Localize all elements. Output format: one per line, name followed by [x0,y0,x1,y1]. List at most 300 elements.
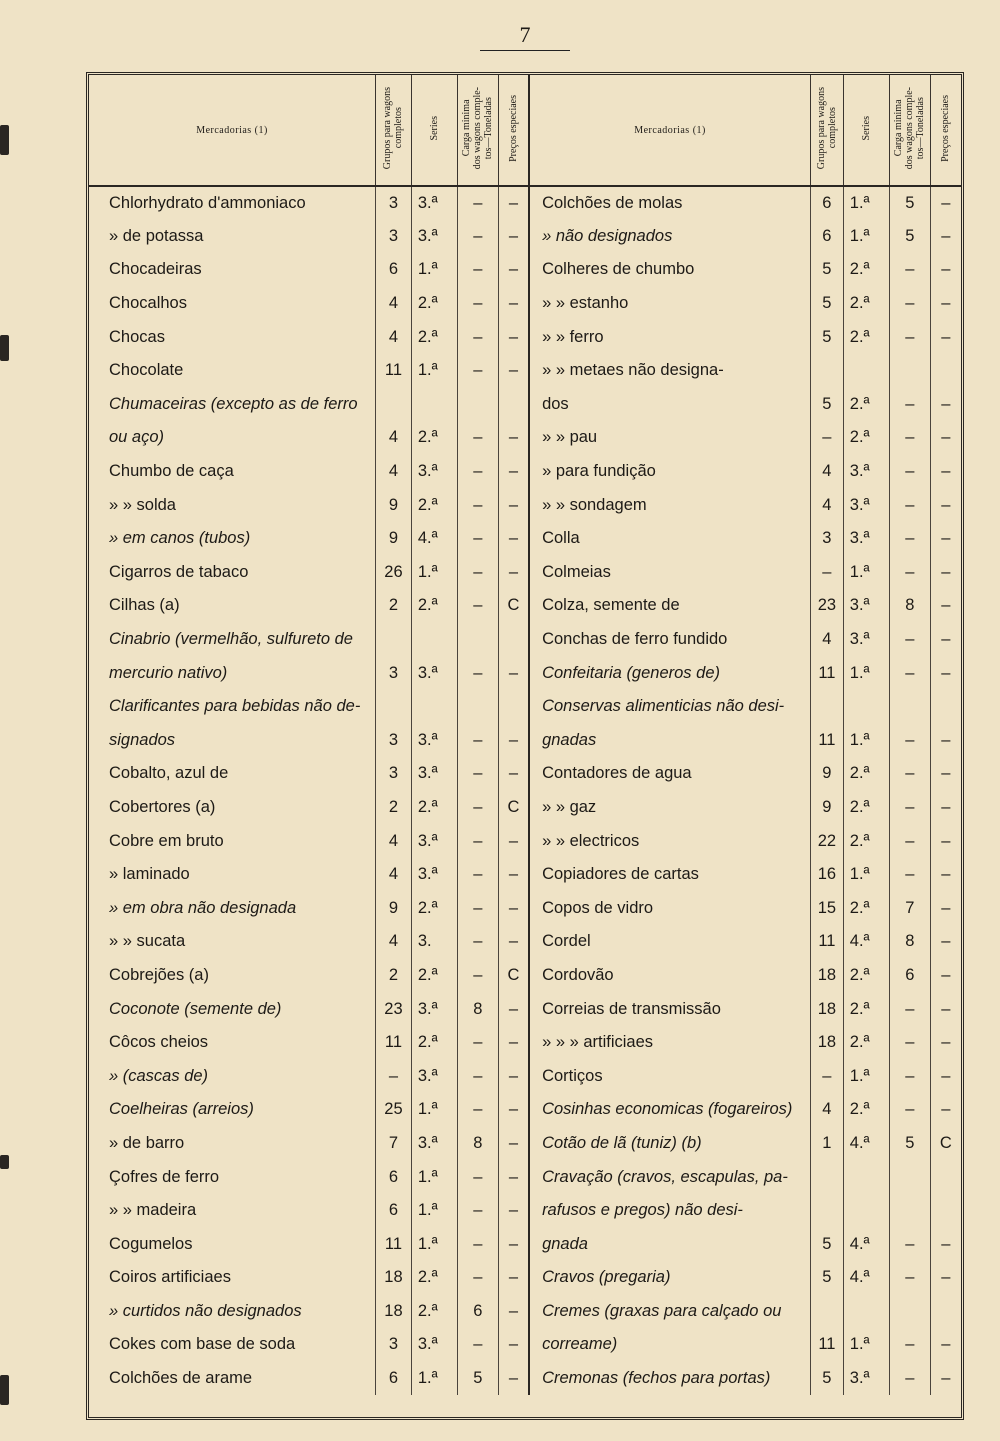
grupo-left: 3 [376,1328,412,1362]
carga-right: – [889,858,930,892]
grupo-right: 4 [811,623,844,657]
serie-right: 2.ª [843,757,889,791]
carga-right: – [889,488,930,522]
item-name-left: Coelheiras (arreios) [109,1100,254,1119]
carga-right: – [889,623,930,657]
carga-left: 6 [457,1295,498,1329]
preco-right: – [930,186,961,220]
margin-mark [0,1155,9,1169]
tariff-table [89,75,961,1395]
grupo-right: 1 [811,1127,844,1161]
preco-right: – [930,421,961,455]
item-name-left: » laminado [109,865,190,884]
preco-left: – [498,488,529,522]
grupo-left: 25 [376,1093,412,1127]
header-series-right: Series [843,75,889,186]
grupo-left: 6 [376,1194,412,1228]
preco-left [498,690,529,724]
carga-right: – [889,1227,930,1261]
carga-left: 8 [457,1127,498,1161]
grupo-right: 5 [811,320,844,354]
carga-left: – [457,891,498,925]
header-grupos: Grupos para wagons completos [376,75,412,186]
grupo-right: 5 [811,287,844,321]
preco-right: – [930,488,961,522]
table-row [89,724,961,758]
item-name-left: » de potassa [109,226,204,245]
serie-left: 1.ª [411,1160,457,1194]
table-row [89,1227,961,1261]
grupo-left: 18 [376,1295,412,1329]
table-row [89,1093,961,1127]
table-row [89,824,961,858]
preco-left: – [498,1194,529,1228]
carga-left: – [457,824,498,858]
grupo-right: 15 [811,891,844,925]
table-row [89,1160,961,1194]
serie-right: 2.ª [843,824,889,858]
preco-right [930,1295,961,1329]
table-row [89,656,961,690]
item-name-right: Copiadores de cartas [529,858,810,892]
item-name-right: Cravos (pregaria) [529,1261,810,1295]
carga-right [889,1160,930,1194]
serie-right [843,1194,889,1228]
table-row [89,690,961,724]
preco-right [930,690,961,724]
grupo-left: 4 [376,858,412,892]
carga-right: – [889,388,930,422]
table-row [89,959,961,993]
serie-right: 2.ª [843,992,889,1026]
item-name-left: Cobre em bruto [109,831,224,850]
serie-left: 2.ª [411,589,457,623]
item-name-right: » não designados [529,220,810,254]
preco-left: – [498,858,529,892]
item-name-right: » » sondagem [529,488,810,522]
serie-right: 2.ª [843,421,889,455]
preco-left: – [498,1093,529,1127]
item-name-left: Chocas [109,327,165,346]
preco-right: – [930,1227,961,1261]
grupo-right: 6 [811,186,844,220]
grupo-left: 11 [376,1026,412,1060]
preco-right: C [930,1127,961,1161]
table-row [89,992,961,1026]
carga-right: – [889,1026,930,1060]
preco-left: – [498,1295,529,1329]
carga-left: – [457,1093,498,1127]
grupo-left [376,690,412,724]
preco-left: – [498,1160,529,1194]
preco-right: – [930,287,961,321]
table-row [89,388,961,422]
grupo-left: 9 [376,522,412,556]
grupo-left: 9 [376,488,412,522]
preco-left: – [498,824,529,858]
grupo-right: 11 [811,1328,844,1362]
preco-left: – [498,1026,529,1060]
serie-left: 3.ª [411,1127,457,1161]
item-name-right: Colza, semente de [529,589,810,623]
grupo-right [811,1160,844,1194]
table-row [89,925,961,959]
carga-right: 5 [889,220,930,254]
grupo-left: 4 [376,320,412,354]
carga-left: – [457,925,498,959]
carga-left: – [457,522,498,556]
carga-right [889,690,930,724]
carga-right: – [889,656,930,690]
carga-left: 5 [457,1362,498,1396]
header-series: Series [411,75,457,186]
item-name-right: Cotão de lã (tuniz) (b) [529,1127,810,1161]
serie-right: 1.ª [843,220,889,254]
serie-left: 3.ª [411,455,457,489]
carga-right: 8 [889,589,930,623]
item-name-left: Chlorhydrato d'ammoniaco [109,193,306,212]
preco-right: – [930,1093,961,1127]
grupo-left [376,388,412,422]
item-name-right: » para fundição [529,455,810,489]
preco-right [930,354,961,388]
carga-right: – [889,1328,930,1362]
item-name-right: Cortiços [529,1059,810,1093]
item-name-right: Cravação (cravos, escapulas, pa- [529,1160,810,1194]
preco-right: – [930,925,961,959]
grupo-left: 23 [376,992,412,1026]
grupo-right: 23 [811,589,844,623]
preco-left: – [498,891,529,925]
item-name-left: Cokes com base de soda [109,1335,296,1354]
item-name-left: » curtidos não designados [109,1301,302,1320]
serie-left: 2.ª [411,1295,457,1329]
serie-right: 1.ª [843,556,889,590]
serie-left: 3.ª [411,992,457,1026]
table-row [89,253,961,287]
tariff-table-frame [86,72,964,1420]
table-row [89,354,961,388]
grupo-right: 4 [811,488,844,522]
header-carga: Carga minima dos wagons comple- tos—Toneladas [457,75,498,186]
header-carga-right: Carga minima dos wagons comple- tos—Toneladas [889,75,930,186]
header-mercadorias: Mercadorias (1) [89,75,376,186]
grupo-right: – [811,421,844,455]
preco-left: – [498,253,529,287]
preco-right: – [930,589,961,623]
item-name-left: Chocadeiras [109,260,202,279]
serie-right: 4.ª [843,925,889,959]
carga-left [457,623,498,657]
preco-left: – [498,186,529,220]
serie-right [843,1160,889,1194]
carga-left [457,690,498,724]
table-row [89,757,961,791]
preco-right: – [930,656,961,690]
margin-mark [0,1375,9,1405]
preco-left: – [498,1059,529,1093]
grupo-left: 3 [376,186,412,220]
preco-left: – [498,724,529,758]
grupo-right: 9 [811,791,844,825]
table-row [89,455,961,489]
grupo-left: 18 [376,1261,412,1295]
serie-right [843,690,889,724]
carga-left: – [457,589,498,623]
carga-left: – [457,1160,498,1194]
serie-left: 2.ª [411,421,457,455]
item-name-right: Copos de vidro [529,891,810,925]
carga-right [889,1194,930,1228]
grupo-left: 2 [376,589,412,623]
item-name-right: » » estanho [529,287,810,321]
grupo-right: 11 [811,724,844,758]
preco-right: – [930,891,961,925]
carga-right: 6 [889,959,930,993]
item-name-right: dos [529,388,810,422]
serie-left [411,690,457,724]
table-row [89,1194,961,1228]
carga-left: – [457,724,498,758]
table-row [89,623,961,657]
carga-left: – [457,1261,498,1295]
carga-left: – [457,287,498,321]
carga-right: – [889,724,930,758]
serie-left: 3.ª [411,858,457,892]
carga-right: – [889,1362,930,1396]
item-name-left: Clarificantes para bebidas não de- [109,697,361,716]
item-name-right: correame) [529,1328,810,1362]
item-name-right: Confeitaria (generos de) [529,656,810,690]
item-name-left: » » madeira [109,1201,197,1220]
item-name-left: Côcos cheios [109,1033,209,1052]
serie-left: 2.ª [411,891,457,925]
item-name-right: Colmeias [529,556,810,590]
serie-left: 2.ª [411,320,457,354]
grupo-right: 5 [811,388,844,422]
table-header-row [89,75,961,186]
item-name-left: Cobrejões (a) [109,965,209,984]
grupo-right: 18 [811,1026,844,1060]
serie-left: 3.ª [411,724,457,758]
serie-left: 2.ª [411,959,457,993]
carga-left: – [457,858,498,892]
item-name-right: gnadas [529,724,810,758]
carga-left: – [457,421,498,455]
serie-right [843,354,889,388]
grupo-left: 26 [376,556,412,590]
preco-left: – [498,556,529,590]
item-name-left: Çofres de ferro [109,1167,220,1186]
preco-left: – [498,220,529,254]
carga-right: 8 [889,925,930,959]
grupo-left: 11 [376,1227,412,1261]
carga-right: – [889,1261,930,1295]
serie-right: 2.ª [843,1093,889,1127]
item-name-left: Cinabrio (vermelhão, sulfureto de [109,630,353,649]
grupo-left: 3 [376,656,412,690]
item-name-left: Chocolate [109,361,184,380]
carga-left: – [457,1194,498,1228]
grupo-right: 4 [811,455,844,489]
header-grupos-right: Grupos para wagons completos [811,75,844,186]
serie-right: 2.ª [843,388,889,422]
carga-left: – [457,253,498,287]
carga-right [889,1295,930,1329]
carga-left: – [457,1227,498,1261]
preco-left [498,388,529,422]
grupo-right: 4 [811,1093,844,1127]
preco-right: – [930,1362,961,1396]
item-name-right: Correias de transmissão [529,992,810,1026]
serie-right: 1.ª [843,186,889,220]
table-row [89,589,961,623]
serie-right: 3.ª [843,455,889,489]
item-name-right: gnada [529,1227,810,1261]
table-row [89,556,961,590]
grupo-right: – [811,556,844,590]
serie-right: 1.ª [843,724,889,758]
table-row [89,220,961,254]
serie-right: 3.ª [843,1362,889,1396]
preco-right: – [930,253,961,287]
item-name-right: Cordovão [529,959,810,993]
preco-left: – [498,1362,529,1396]
serie-right: 2.ª [843,791,889,825]
carga-right: – [889,320,930,354]
item-name-right: Colla [529,522,810,556]
preco-right: – [930,1328,961,1362]
serie-right: 2.ª [843,253,889,287]
carga-right: – [889,522,930,556]
preco-right: – [930,320,961,354]
preco-left: – [498,354,529,388]
item-name-right: Conservas alimenticias não desi- [529,690,810,724]
serie-left: 2.ª [411,791,457,825]
serie-left: 1.ª [411,354,457,388]
serie-right: 2.ª [843,287,889,321]
grupo-right: 16 [811,858,844,892]
preco-left: – [498,455,529,489]
preco-left: C [498,589,529,623]
item-name-right: » » metaes não designa- [529,354,810,388]
preco-right: – [930,522,961,556]
carga-left: 8 [457,992,498,1026]
carga-right: – [889,1059,930,1093]
grupo-left: 4 [376,421,412,455]
serie-right: 1.ª [843,1059,889,1093]
preco-right: – [930,1059,961,1093]
preco-right [930,1194,961,1228]
preco-left: – [498,1227,529,1261]
grupo-left: – [376,1059,412,1093]
table-row [89,1127,961,1161]
carga-right: – [889,757,930,791]
preco-right: – [930,556,961,590]
serie-right: 2.ª [843,891,889,925]
serie-right: 4.ª [843,1261,889,1295]
table-row [89,791,961,825]
preco-left: – [498,287,529,321]
item-name-right: » » electricos [529,824,810,858]
grupo-left: 3 [376,220,412,254]
table-row [89,522,961,556]
table-row [89,1328,961,1362]
grupo-right [811,354,844,388]
carga-right: – [889,556,930,590]
serie-right: 1.ª [843,656,889,690]
table-row [89,421,961,455]
item-name-left: Cilhas (a) [109,596,180,615]
header-mercadorias-right: Mercadorias (1) [529,75,810,186]
carga-left: – [457,959,498,993]
carga-right [889,354,930,388]
serie-right: 2.ª [843,1026,889,1060]
serie-left: 1.ª [411,1362,457,1396]
item-name-left: Coconote (semente de) [109,999,282,1018]
carga-right: 5 [889,186,930,220]
margin-mark [0,335,9,361]
item-name-right: » » gaz [529,791,810,825]
serie-right: 3.ª [843,488,889,522]
carga-right: – [889,421,930,455]
serie-left: 4.ª [411,522,457,556]
item-name-right: » » pau [529,421,810,455]
carga-left: – [457,220,498,254]
grupo-right [811,1295,844,1329]
table-row [89,891,961,925]
item-name-left: » em obra não designada [109,898,297,917]
header-precos-right: Preços especiaes [930,75,961,186]
serie-right: 2.ª [843,959,889,993]
grupo-right: 3 [811,522,844,556]
carga-left: – [457,455,498,489]
carga-left: – [457,791,498,825]
serie-left [411,623,457,657]
preco-right [930,1160,961,1194]
item-name-right: rafusos e pregos) não desi- [529,1194,810,1228]
preco-left: – [498,320,529,354]
grupo-left: 6 [376,253,412,287]
serie-left: 1.ª [411,253,457,287]
carga-right: – [889,455,930,489]
carga-left: – [457,556,498,590]
item-name-left: » » sucata [109,932,186,951]
grupo-right: 11 [811,656,844,690]
preco-left: – [498,1261,529,1295]
carga-left: – [457,354,498,388]
serie-left: 3.ª [411,186,457,220]
carga-right: – [889,287,930,321]
carga-left: – [457,757,498,791]
item-name-left: mercurio nativo) [109,663,228,682]
margin-mark [0,125,9,155]
preco-left: – [498,656,529,690]
grupo-right [811,1194,844,1228]
table-row [89,858,961,892]
preco-right: – [930,1026,961,1060]
preco-left: – [498,992,529,1026]
serie-left: 1.ª [411,1194,457,1228]
carga-left: – [457,320,498,354]
item-name-left: » (cascas de) [109,1066,209,1085]
serie-left: 3.ª [411,824,457,858]
item-name-left: » » solda [109,495,176,514]
table-row [89,488,961,522]
preco-right: – [930,220,961,254]
preco-right: – [930,858,961,892]
grupo-right: 5 [811,1227,844,1261]
